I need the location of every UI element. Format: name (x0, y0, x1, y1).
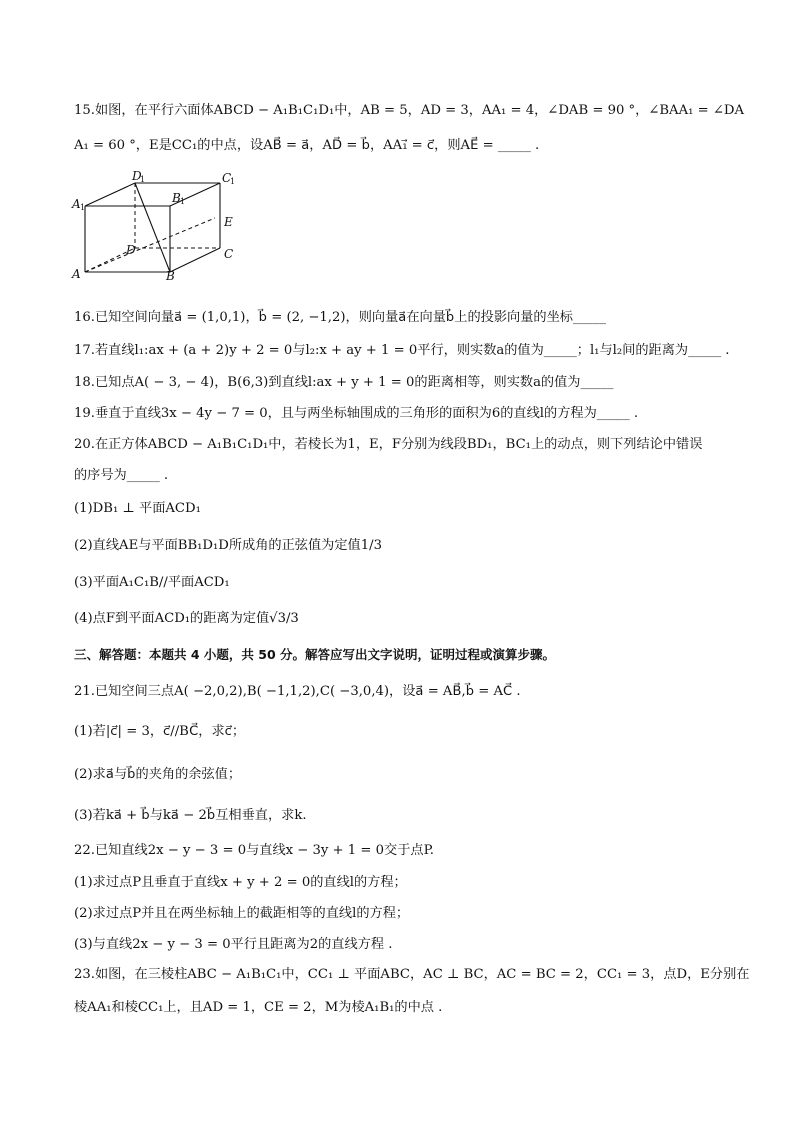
parallelepiped-figure (70, 168, 250, 280)
label-C1-sub: 1 (230, 177, 236, 186)
label-D1-sub: 1 (140, 175, 146, 184)
q22-part-1: (1)求过点P且垂直于直线x + y + 2 = 0的直线l的方程； (74, 875, 407, 890)
q15-line-2: A₁ = 60 °，E是CC₁的中点，设AB⃗ = a⃗，AD⃗ = b⃗，AA₁⃗ = c⃗，则AE⃗ = _____ . (74, 138, 540, 153)
q20-option-2: (2)直线AE与平面BB₁D₁D所成角的正弦值为定值1/3 (74, 538, 382, 553)
label-E: E (224, 215, 233, 229)
q16-line: 16.已知空间向量a⃗ = (1,0,1)，b⃗ = (2, −1,2)，则向量a⃗在向量b⃗上的投影向量的坐标_____ (74, 310, 606, 325)
label-B: B (166, 269, 175, 280)
q22-part-3: (3)与直线2x − y − 3 = 0平行且距离为2的直线方程 . (74, 937, 393, 952)
q20-option-3: (3)平面A₁C₁B//平面ACD₁ (74, 575, 230, 590)
q20-option-4: (4)点F到平面ACD₁的距离为定值√3/3 (74, 611, 299, 626)
label-B1-sub: 1 (180, 197, 186, 206)
q23-line-2: 棱AA₁和棱CC₁上，且AD = 1，CE = 2，M为棱A₁B₁的中点 . (74, 1000, 443, 1015)
q22-part-2: (2)求过点P并且在两坐标轴上的截距相等的直线l的方程； (74, 906, 410, 921)
q15-line-1: 15.如图，在平行六面体ABCD − A₁B₁C₁D₁中，AB = 5，AD = 3，AA₁ = 4，∠DAB = 90 °，∠BAA₁ = ∠DA (74, 103, 744, 118)
label-D1: D (132, 169, 142, 183)
q23-line-1: 23.如图，在三棱柱ABC − A₁B₁C₁中，CC₁ ⊥ 平面ABC，AC ⊥ BC，AC = BC = 2，CC₁ = 3，点D，E分别在 (74, 967, 750, 982)
label-A1-sub: 1 (80, 203, 86, 212)
q21-part-1: (1)若|c⃗| = 3，c⃗//BC⃗，求c⃗； (74, 724, 246, 739)
q19-line: 19.垂直于直线3x − 4y − 7 = 0，且与两坐标轴围成的三角形的面积为6的直线l的方程为_____ . (74, 406, 639, 421)
q21-line: 21.已知空间三点A( −2,0,2),B( −1,1,2),C( −3,0,4)，设a⃗ = AB⃗,b⃗ = AC⃗ . (74, 684, 521, 699)
q22-line: 22.已知直线2x − y − 3 = 0与直线x − 3y + 1 = 0交于点P. (74, 843, 434, 858)
q17-line: 17.若直线l₁:ax + (a + 2)y + 2 = 0与l₂:x + ay + 1 = 0平行，则实数a的值为_____；l₁与l₂间的距离为_____ . (74, 343, 730, 358)
label-A1: A (72, 197, 81, 211)
label-A: A (72, 267, 81, 280)
label-C1: C (222, 171, 232, 185)
q20-option-1: (1)DB₁ ⊥ 平面ACD₁ (74, 501, 201, 516)
q20-line-2: 的序号为_____ . (74, 468, 169, 483)
label-D: D (126, 243, 136, 257)
q21-part-3: (3)若ka⃗ + b⃗与ka⃗ − 2b⃗互相垂直，求k. (74, 808, 307, 823)
q21-part-2: (2)求a⃗与b⃗的夹角的余弦值； (74, 767, 242, 782)
label-B1: B (172, 191, 181, 205)
q18-line: 18.已知点A( − 3, − 4)，B(6,3)到直线l:ax + y + 1 = 0的距离相等，则实数a的值为_____ (74, 375, 614, 390)
label-C: C (224, 247, 234, 261)
q20-line-1: 20.在正方体ABCD − A₁B₁C₁D₁中，若棱长为1，E，F分别为线段BD₁，BC₁上的动点，则下列结论中错误 (74, 437, 703, 452)
section-3-heading: 三、解答题：本题共 4 小题，共 50 分。解答应写出文字说明，证明过程或演算步骤。 (74, 647, 556, 662)
